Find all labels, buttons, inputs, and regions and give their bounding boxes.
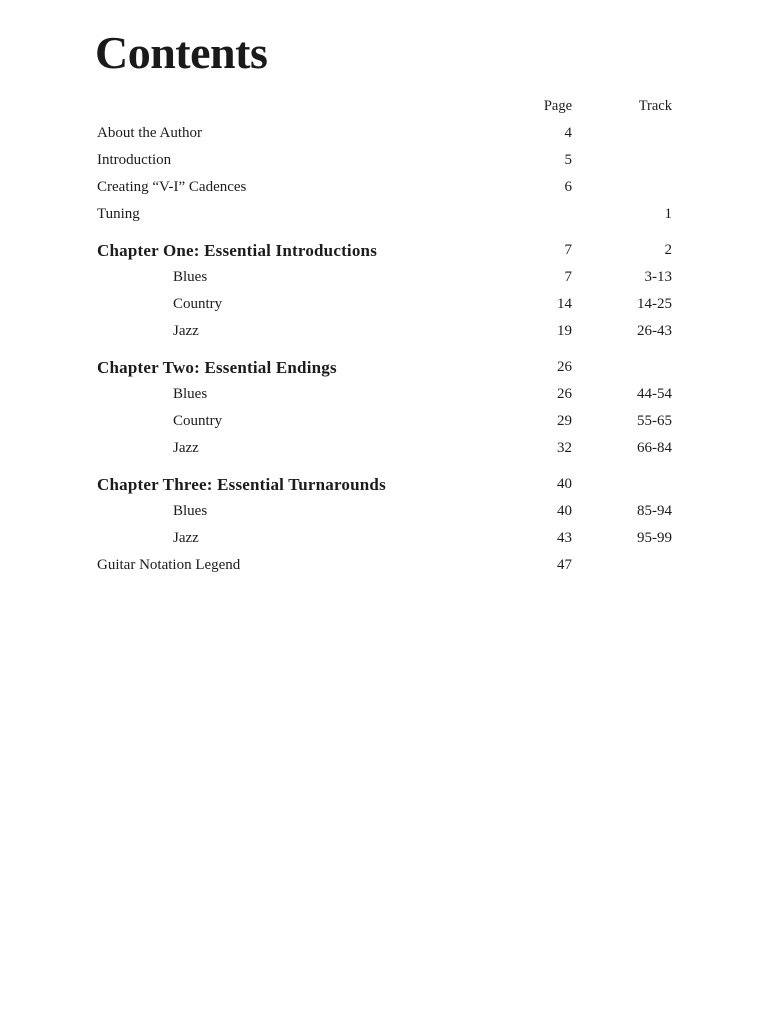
toc-entry-label: Country	[173, 413, 223, 429]
toc-header-spacer	[0, 93, 500, 120]
toc-entry-track: 26-43	[637, 323, 672, 339]
toc-entry-page: 26	[557, 386, 572, 402]
toc-entry-page: 6	[564, 179, 572, 195]
toc-entry-label: Chapter Two: Essential Endings	[97, 358, 337, 377]
toc-entry-label: Blues	[173, 503, 208, 519]
toc-entry-label: Jazz	[173, 530, 199, 546]
toc-row	[0, 525, 672, 552]
toc-header-page: Page	[543, 98, 572, 114]
toc-row	[0, 408, 672, 435]
toc-row	[0, 435, 672, 462]
toc-entry-label: Introduction	[97, 152, 172, 168]
toc-entry-page: 14	[557, 296, 572, 312]
toc-header-track: Track	[638, 98, 672, 114]
toc-entry-track: 55-65	[637, 413, 672, 429]
toc-entry-label: Guitar Notation Legend	[97, 557, 241, 573]
toc-row	[0, 552, 672, 579]
toc-entry-track: 3-13	[644, 269, 672, 285]
toc-row	[0, 381, 672, 408]
toc-entry-page	[500, 201, 572, 228]
toc-entry-page: 47	[557, 557, 572, 573]
toc-row	[0, 471, 672, 498]
toc-entry-page: 4	[564, 125, 572, 141]
toc-entry-page: 19	[557, 323, 572, 339]
toc-entry-track: 2	[664, 242, 672, 258]
toc-entry-page: 26	[557, 359, 572, 375]
toc-entry-page: 7	[564, 269, 572, 285]
toc-entry-track	[572, 120, 672, 147]
toc-entry-page: 43	[557, 530, 572, 546]
toc-row	[0, 237, 672, 264]
toc-entry-track: 66-84	[637, 440, 672, 456]
toc-row	[0, 264, 672, 291]
toc-row	[0, 318, 672, 345]
toc-entry-page: 40	[557, 476, 572, 492]
toc-row	[0, 147, 672, 174]
toc-entry-label: Tuning	[97, 206, 140, 222]
toc-entry-label: Country	[173, 296, 223, 312]
toc-row	[0, 354, 672, 381]
toc-header-row	[0, 93, 672, 120]
toc-entry-label: Blues	[173, 386, 208, 402]
toc-row	[0, 498, 672, 525]
toc-entry-label: Jazz	[173, 440, 199, 456]
toc-row	[0, 201, 672, 228]
toc-row	[0, 174, 672, 201]
toc-entry-page: 32	[557, 440, 572, 456]
toc-entry-label: Chapter One: Essential Introductions	[97, 241, 378, 260]
toc-row	[0, 291, 672, 318]
toc-entry-track	[572, 471, 672, 498]
toc-entry-track: 44-54	[637, 386, 672, 402]
toc-entry-page: 5	[564, 152, 572, 168]
toc-entry-label: Blues	[173, 269, 208, 285]
toc-entry-track	[572, 354, 672, 381]
toc-entry-track	[572, 552, 672, 579]
toc-entry-label: Jazz	[173, 323, 199, 339]
toc-entry-label: Creating “V-I” Cadences	[97, 179, 247, 195]
toc-entry-track	[572, 174, 672, 201]
toc-entry-page: 7	[564, 242, 572, 258]
toc-entry-track: 85-94	[637, 503, 672, 519]
toc-row	[0, 120, 672, 147]
toc-entry-label: About the Author	[97, 125, 202, 141]
toc-entry-track: 14-25	[637, 296, 672, 312]
page-title: Contents	[95, 27, 268, 78]
toc-entry-page: 40	[557, 503, 572, 519]
toc-entry-page: 29	[557, 413, 572, 429]
toc-entry-track: 95-99	[637, 530, 672, 546]
toc-entry-track: 1	[664, 206, 672, 222]
toc-entry-label: Chapter Three: Essential Turnarounds	[97, 475, 386, 494]
toc-entry-track	[572, 147, 672, 174]
toc-table	[0, 93, 768, 579]
